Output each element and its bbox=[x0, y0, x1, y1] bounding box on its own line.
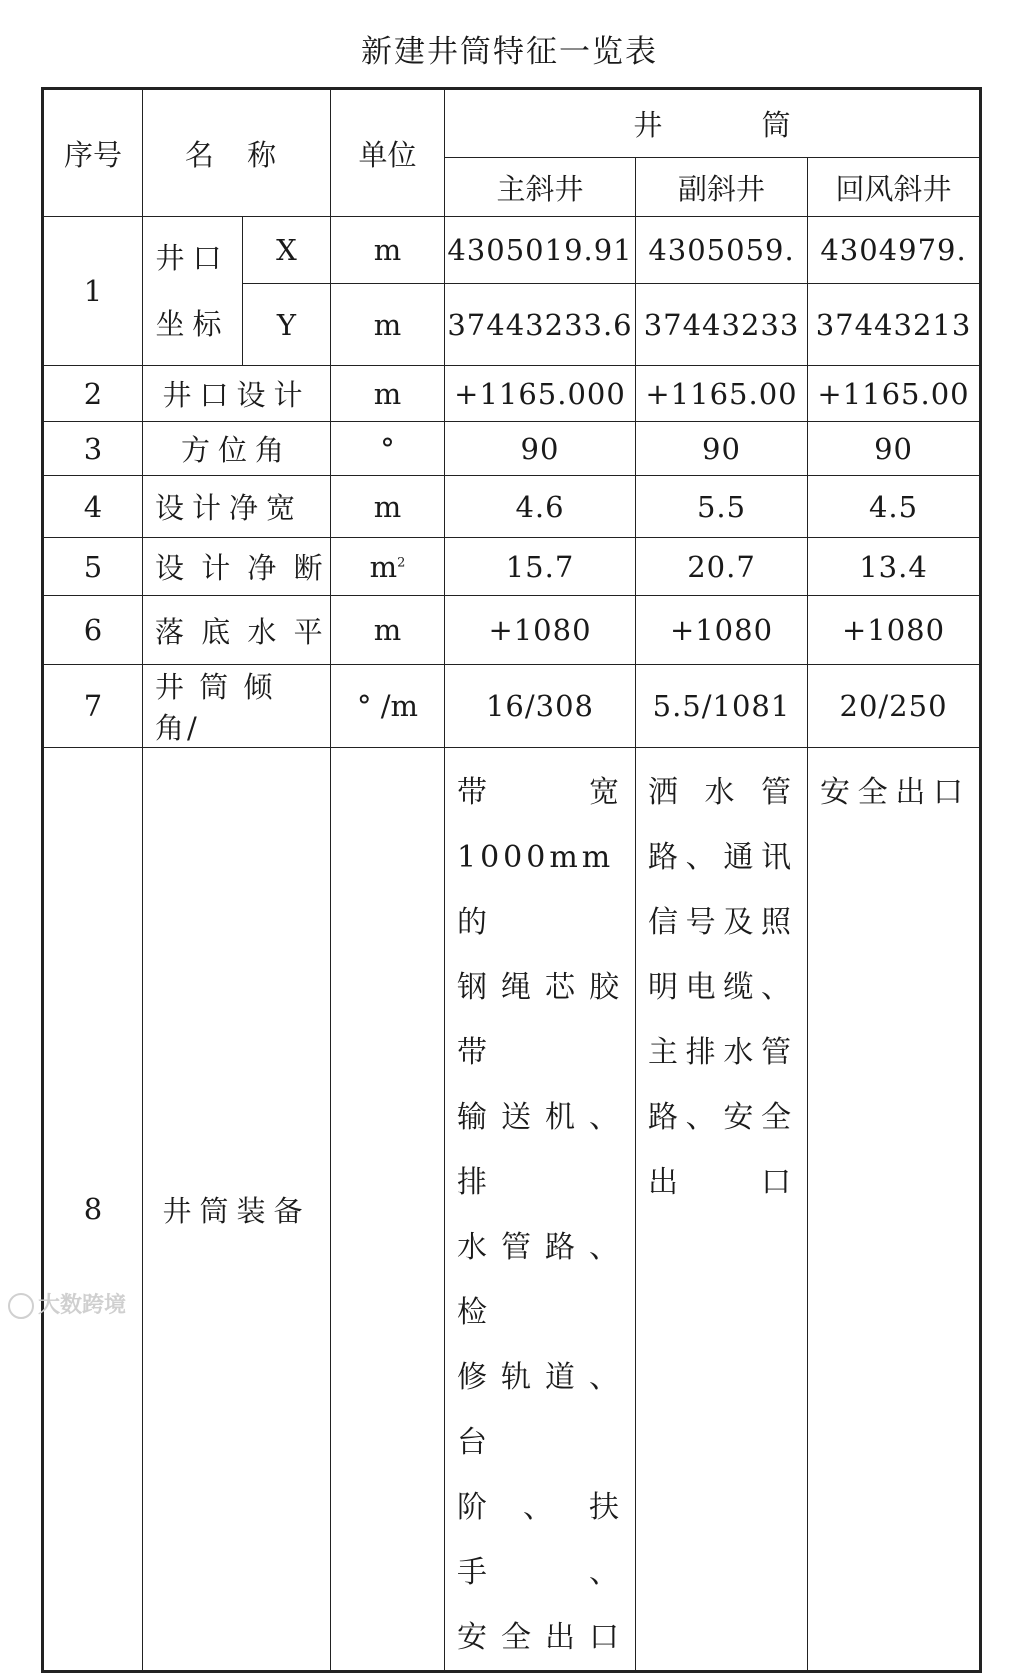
equip-main-line: 水管路、检 bbox=[457, 1230, 623, 1330]
equip-aux-line: 路、安全 bbox=[648, 1100, 795, 1135]
row-1-y-vent: 37443213 bbox=[808, 284, 981, 366]
row-3-aux: 90 bbox=[636, 422, 808, 476]
row-6-name: 落 底 水 平 bbox=[143, 596, 331, 665]
row-1-y-unit: m bbox=[331, 284, 445, 366]
header-main-shaft: 主斜井 bbox=[445, 158, 636, 217]
header-seq: 序号 bbox=[43, 89, 143, 217]
page-title: 新建井筒特征一览表 bbox=[361, 34, 658, 70]
row-8-aux-equipment bbox=[636, 748, 808, 1672]
row-5-unit-base: m bbox=[369, 549, 398, 584]
equip-main-line: 修轨道、台 bbox=[457, 1360, 623, 1460]
row-1-x-main: 4305019.91 bbox=[445, 217, 636, 284]
equip-main-line: 钢绳芯胶带 bbox=[457, 970, 623, 1070]
shaft-feature-table bbox=[41, 87, 982, 1673]
row-6-vent: +1080 bbox=[808, 596, 981, 665]
row-8-unit bbox=[331, 748, 445, 1672]
row-7-unit: ° /m bbox=[331, 665, 445, 748]
row-1-x-unit: m bbox=[331, 217, 445, 284]
row-3-seq: 3 bbox=[43, 422, 143, 476]
row-2-vent: +1165.00 bbox=[808, 366, 981, 422]
row-3-unit: ° bbox=[331, 422, 445, 476]
row-4-seq: 4 bbox=[43, 476, 143, 538]
row-6-seq: 6 bbox=[43, 596, 143, 665]
row-7-name: 井 筒 倾 角/ bbox=[143, 665, 331, 748]
equip-aux-line: 主排水管 bbox=[648, 1035, 795, 1070]
equip-aux-line: 洒 水 管 bbox=[648, 775, 795, 810]
equip-aux-line: 出口 bbox=[648, 1165, 795, 1200]
equip-main-line: 输送机、排 bbox=[457, 1100, 623, 1200]
watermark-logo-icon bbox=[8, 1293, 34, 1319]
row-1-name bbox=[143, 217, 243, 366]
row-8-seq: 8 bbox=[43, 748, 143, 1672]
header-shaft bbox=[445, 89, 981, 158]
row-1-x-label: X bbox=[243, 217, 331, 284]
row-8-main-equipment bbox=[445, 748, 636, 1672]
equip-aux-line: 明电缆、 bbox=[648, 970, 795, 1005]
row-2-name: 井口设计 bbox=[143, 366, 331, 422]
equip-vent-line: 安全出口 bbox=[820, 775, 968, 810]
equip-aux-line: 路、通讯 bbox=[648, 840, 795, 875]
row-4-main: 4.6 bbox=[445, 476, 636, 538]
row-1-y-aux: 37443233 bbox=[636, 284, 808, 366]
header-vent-shaft: 回风斜井 bbox=[808, 158, 981, 217]
row-5-unit-sup: 2 bbox=[397, 554, 406, 570]
row-1-y-label: Y bbox=[243, 284, 331, 366]
row-2-unit: m bbox=[331, 366, 445, 422]
row-6-main: +1080 bbox=[445, 596, 636, 665]
row-3-name: 方位角 bbox=[143, 422, 331, 476]
row-7-vent: 20/250 bbox=[808, 665, 981, 748]
row-2-main: +1165.000 bbox=[445, 366, 636, 422]
row-1-name-line1: 井口 bbox=[155, 241, 230, 275]
row-1-x-aux: 4305059. bbox=[636, 217, 808, 284]
equip-main-line: 安全出口 bbox=[457, 1620, 623, 1655]
watermark-text: 大数跨境 bbox=[38, 1293, 127, 1318]
row-1-y-main: 37443233.6 bbox=[445, 284, 636, 366]
equip-main-line: 带 宽 bbox=[457, 775, 623, 810]
row-1-x-vent: 4304979. bbox=[808, 217, 981, 284]
row-5-seq: 5 bbox=[43, 538, 143, 596]
row-4-vent: 4.5 bbox=[808, 476, 981, 538]
row-4-aux: 5.5 bbox=[636, 476, 808, 538]
row-3-main: 90 bbox=[445, 422, 636, 476]
row-5-name: 设 计 净 断 bbox=[143, 538, 331, 596]
equip-main-line: 阶、扶手、 bbox=[457, 1490, 623, 1590]
header-name: 名 称 bbox=[143, 89, 331, 217]
row-3-vent: 90 bbox=[808, 422, 981, 476]
row-5-vent: 13.4 bbox=[808, 538, 981, 596]
row-7-main: 16/308 bbox=[445, 665, 636, 748]
row-5-main: 15.7 bbox=[445, 538, 636, 596]
row-1-seq: 1 bbox=[43, 217, 143, 366]
header-unit: 单位 bbox=[331, 89, 445, 217]
row-2-aux: +1165.00 bbox=[636, 366, 808, 422]
watermark bbox=[8, 1288, 126, 1319]
header-shaft-label: 井 筒 bbox=[633, 108, 791, 142]
row-1-name-line2: 坐标 bbox=[155, 307, 230, 341]
row-5-unit bbox=[331, 538, 445, 596]
row-5-aux: 20.7 bbox=[636, 538, 808, 596]
row-8-vent-equipment bbox=[808, 748, 981, 1672]
row-6-unit: m bbox=[331, 596, 445, 665]
header-aux-shaft: 副斜井 bbox=[636, 158, 808, 217]
row-8-name: 井筒装备 bbox=[143, 748, 331, 1672]
row-4-unit: m bbox=[331, 476, 445, 538]
equip-main-line: 1000mm 的 bbox=[457, 840, 615, 940]
row-6-aux: +1080 bbox=[636, 596, 808, 665]
row-4-name: 设计净宽 bbox=[143, 476, 331, 538]
row-7-aux: 5.5/1081 bbox=[636, 665, 808, 748]
equip-aux-line: 信号及照 bbox=[648, 905, 795, 940]
row-2-seq: 2 bbox=[43, 366, 143, 422]
row-7-seq: 7 bbox=[43, 665, 143, 748]
